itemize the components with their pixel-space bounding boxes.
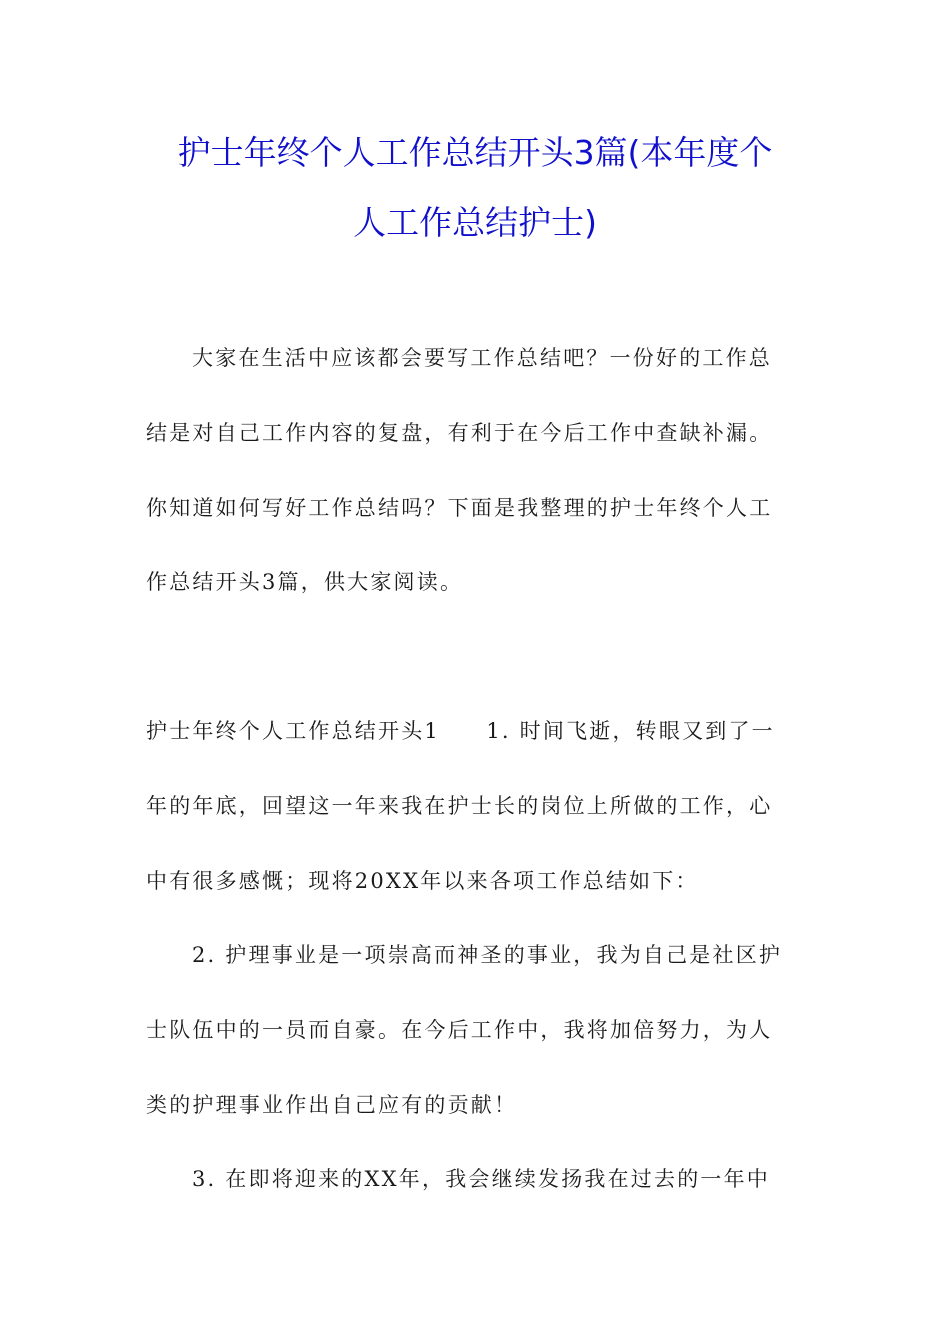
intro-line-4: 作总结开头3篇，供大家阅读。: [146, 570, 464, 594]
section1-line-3: 中有很多感慨；现将20XX年以来各项工作总结如下：: [146, 869, 699, 893]
intro-line-2: 结是对自己工作内容的复盘，有利于在今后工作中查缺补漏。: [146, 421, 773, 445]
document-title-line-1: 护士年终个人工作总结开头3篇(本年度个: [177, 133, 773, 172]
section1-line-2: 年的年底，回望这一年来我在护士长的岗位上所做的工作，心: [146, 794, 773, 818]
intro-line-1: 大家在生活中应该都会要写工作总结吧？一份好的工作总: [192, 346, 772, 370]
intro-line-3: 你知道如何写好工作总结吗？下面是我整理的护士年终个人工: [146, 496, 773, 520]
item2-line-2: 士队伍中的一员而自豪。在今后工作中，我将加倍努力，为人: [146, 1018, 773, 1042]
item3-line-1: 3. 在即将迎来的XX年，我会继续发扬我在过去的一年中: [192, 1167, 771, 1191]
section1-line-1: 护士年终个人工作总结开头1 1. 时间飞逝，转眼又到了一: [146, 719, 775, 743]
document-title-line-2: 人工作总结护士): [353, 203, 597, 242]
item2-line-1: 2. 护理事业是一项崇高而神圣的事业，我为自己是社区护: [192, 943, 783, 967]
item2-line-3: 类的护理事业作出自己应有的贡献！: [146, 1093, 518, 1117]
